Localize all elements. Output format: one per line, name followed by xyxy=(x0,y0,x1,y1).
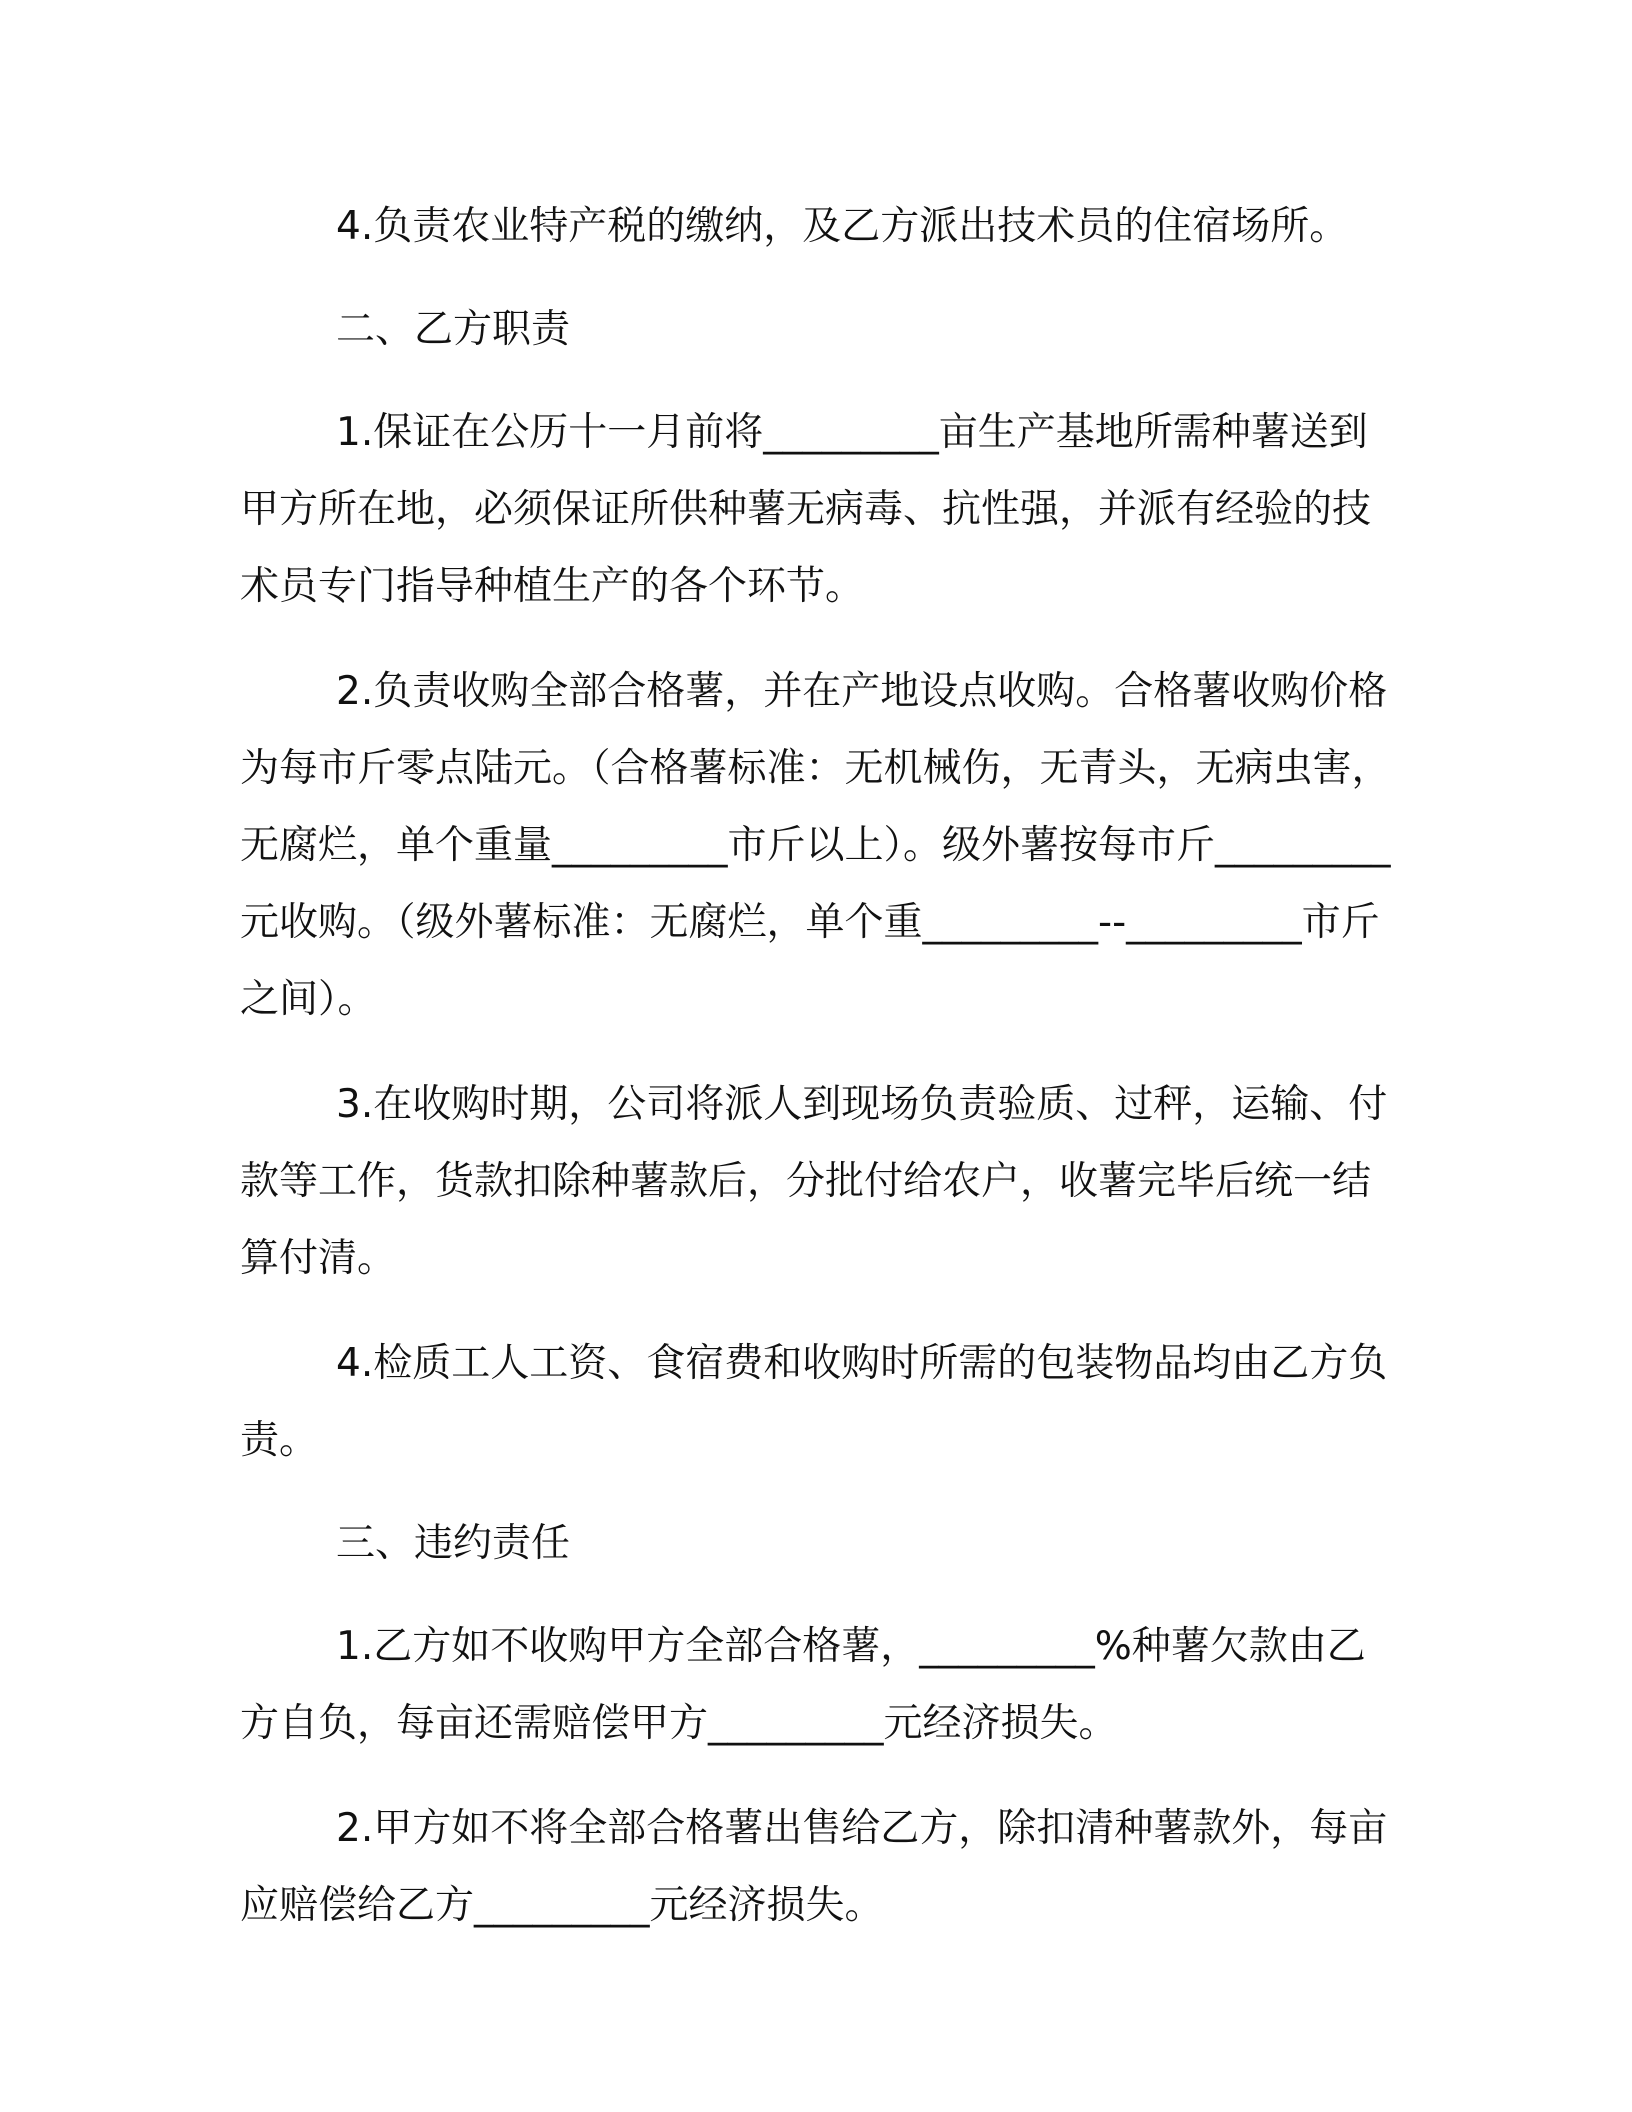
document-body xyxy=(240,188,1392,1944)
section-heading-breach-liability: 三、违约责任 xyxy=(336,1521,571,1566)
paragraph-breach-2: 2.甲方如不将全部合格薯出售给乙方，除扣清种薯款外，每亩应赔偿给乙方_________元经济损失。 xyxy=(240,1806,1388,1928)
paragraph-breach-1: 1.乙方如不收购甲方全部合格薯，_________%种薯欠款由乙方自负，每亩还需赔偿甲方_________元经济损失。 xyxy=(240,1624,1366,1746)
paragraph-yi-duty-3: 3.在收购时期，公司将派人到现场负责验质、过秤，运输、付款等工作，货款扣除种薯款后，分批付给农户，收薯完毕后统一结算付清。 xyxy=(240,1082,1388,1281)
paragraph-yi-duty-4: 4.检质工人工资、食宿费和收购时所需的包装物品均由乙方负责。 xyxy=(240,1341,1388,1463)
section-heading-yi-duties: 二、乙方职责 xyxy=(336,307,571,352)
paragraph-yi-duty-1: 1.保证在公历十一月前将_________亩生产基地所需种薯送到甲方所在地，必须保证所供种薯无病毒、抗性强，并派有经验的技术员专门指导种植生产的各个环节。 xyxy=(240,410,1372,609)
paragraph-jia-duty-4: 4.负责农业特产税的缴纳，及乙方派出技术员的住宿场所。 xyxy=(336,204,1349,249)
paragraph-yi-duty-2: 2.负责收购全部合格薯，并在产地设点收购。合格薯收购价格为每市斤零点陆元。（合格薯标准：无机械伤，无青头，无病虫害，无腐烂，单个重量_________市斤以上）。级外薯按每市斤_________元收购。（级外薯标准：无腐烂，单个重_________--_________市斤之间）。 xyxy=(240,669,1391,1022)
